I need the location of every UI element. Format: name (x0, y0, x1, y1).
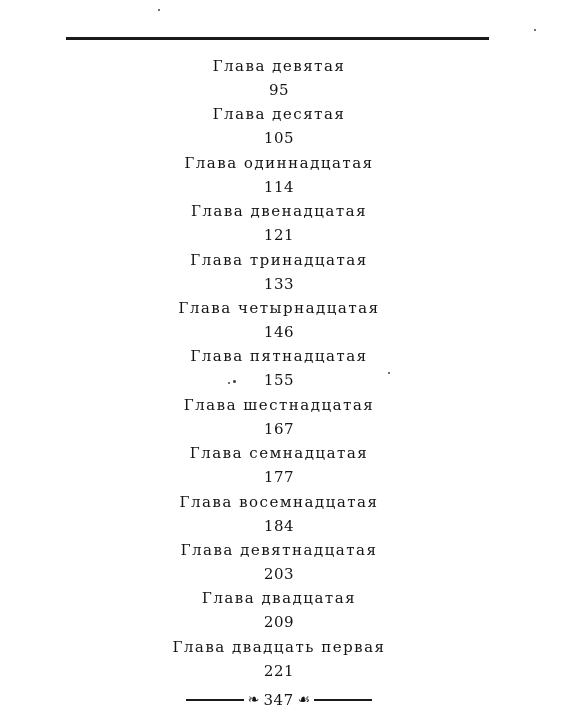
chapter-page-number: 184 (263, 516, 295, 535)
top-rule (66, 37, 489, 40)
chapter-page-number: 167 (263, 419, 295, 438)
fleuron-right-icon: ☙ (297, 692, 311, 708)
footer-rule-right (314, 699, 372, 700)
chapter-page-number: 155 (263, 371, 295, 390)
chapter-page-number: 221 (263, 661, 295, 680)
fleuron-left-icon: ❧ (247, 692, 260, 708)
toc-entry (0, 441, 558, 489)
toc-entry (0, 344, 558, 392)
chapter-title: Глава десятая (212, 105, 346, 124)
toc-entry (0, 102, 558, 150)
chapter-page-number: 95 (268, 81, 290, 99)
toc-entry (0, 296, 558, 344)
chapter-title: Глава пятнадцатая (190, 347, 368, 366)
chapter-page-number: 114 (263, 177, 295, 196)
chapter-title: Глава девятнадцатая (180, 540, 378, 559)
chapter-page-number: 105 (263, 129, 295, 148)
chapter-page-number: 133 (263, 274, 295, 293)
chapter-title: Глава четырнадцатая (178, 298, 380, 317)
chapter-page-number: 121 (263, 226, 295, 245)
chapter-page-number: 146 (263, 322, 295, 341)
chapter-page-number: 177 (263, 468, 295, 487)
chapter-page-number: 209 (263, 613, 295, 632)
scan-speck (158, 9, 160, 11)
scan-speck (233, 380, 236, 383)
page-footer (0, 688, 558, 712)
chapter-page-number: 203 (263, 564, 295, 583)
chapter-title: Глава шестнадцатая (183, 395, 375, 414)
chapter-title: Глава двадцатая (201, 589, 357, 608)
toc-entry (0, 586, 558, 634)
toc-entry (0, 248, 558, 296)
footer-rule-left (186, 699, 244, 700)
toc-entry (0, 199, 558, 247)
toc-entry (0, 635, 558, 683)
table-of-contents (0, 54, 558, 683)
chapter-title: Глава семнадцатая (189, 444, 369, 463)
toc-entry (0, 490, 558, 538)
chapter-title: Глава тринадцатая (190, 250, 368, 269)
toc-entry (0, 538, 558, 586)
chapter-title: Глава двенадцатая (190, 202, 368, 221)
chapter-title: Глава двадцать первая (172, 637, 386, 656)
chapter-title: Глава одиннадцатая (184, 153, 374, 172)
scan-speck (534, 29, 536, 31)
chapter-title: Глава девятая (212, 57, 346, 75)
scan-speck (388, 372, 390, 374)
page-number: 347 (263, 691, 294, 709)
toc-entry (0, 54, 558, 102)
toc-entry (0, 393, 558, 441)
scan-speck (228, 382, 230, 384)
toc-entry (0, 151, 558, 199)
chapter-title: Глава восемнадцатая (179, 492, 379, 511)
